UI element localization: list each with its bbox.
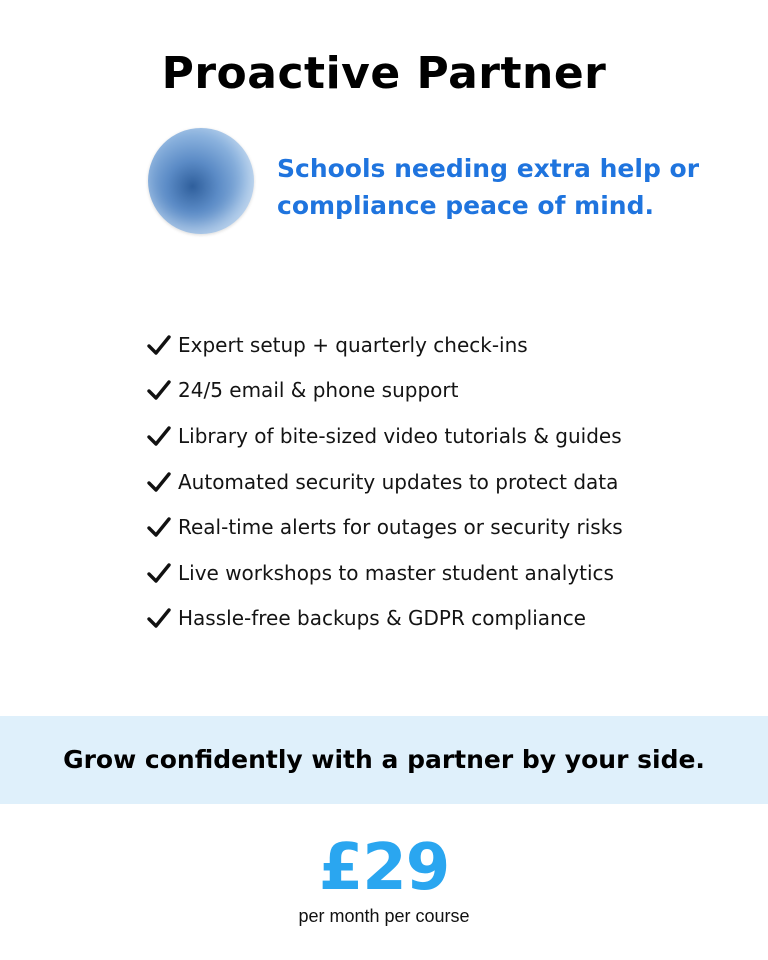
feature-label: Library of bite-sized video tutorials & guides	[178, 423, 622, 448]
check-icon	[146, 515, 172, 539]
tagline-banner	[0, 716, 768, 804]
check-icon	[146, 606, 172, 630]
check-icon	[146, 378, 172, 402]
check-icon	[146, 424, 172, 448]
feature-list	[146, 322, 623, 641]
feature-item	[146, 459, 623, 505]
check-icon	[146, 333, 172, 357]
banner-text: Grow confidently with a partner by your side.	[63, 745, 705, 774]
feature-label: Expert setup + quarterly check-ins	[178, 332, 528, 357]
feature-item	[146, 596, 623, 642]
subtitle-line-2: compliance peace of mind.	[277, 191, 654, 220]
feature-item	[146, 368, 623, 414]
feature-item	[146, 322, 623, 368]
feature-label: Automated security updates to protect data	[178, 469, 619, 494]
check-icon	[146, 470, 172, 494]
feature-label: Hassle-free backups & GDPR compliance	[178, 606, 586, 631]
feature-item	[146, 504, 623, 550]
subtitle-line-1: Schools needing extra help or	[277, 154, 700, 183]
price-note: per month per course	[298, 906, 470, 926]
audience-subtitle	[277, 150, 717, 224]
feature-item	[146, 413, 623, 459]
feature-label: Live workshops to master student analytics	[178, 560, 614, 585]
price-amount: £29	[318, 831, 450, 905]
check-icon	[146, 561, 172, 585]
sphere-illustration	[148, 128, 254, 234]
feature-label: Real-time alerts for outages or security risks	[178, 515, 623, 540]
page-title: Proactive Partner	[161, 48, 607, 99]
feature-item	[146, 550, 623, 596]
feature-label: 24/5 email & phone support	[178, 378, 459, 403]
